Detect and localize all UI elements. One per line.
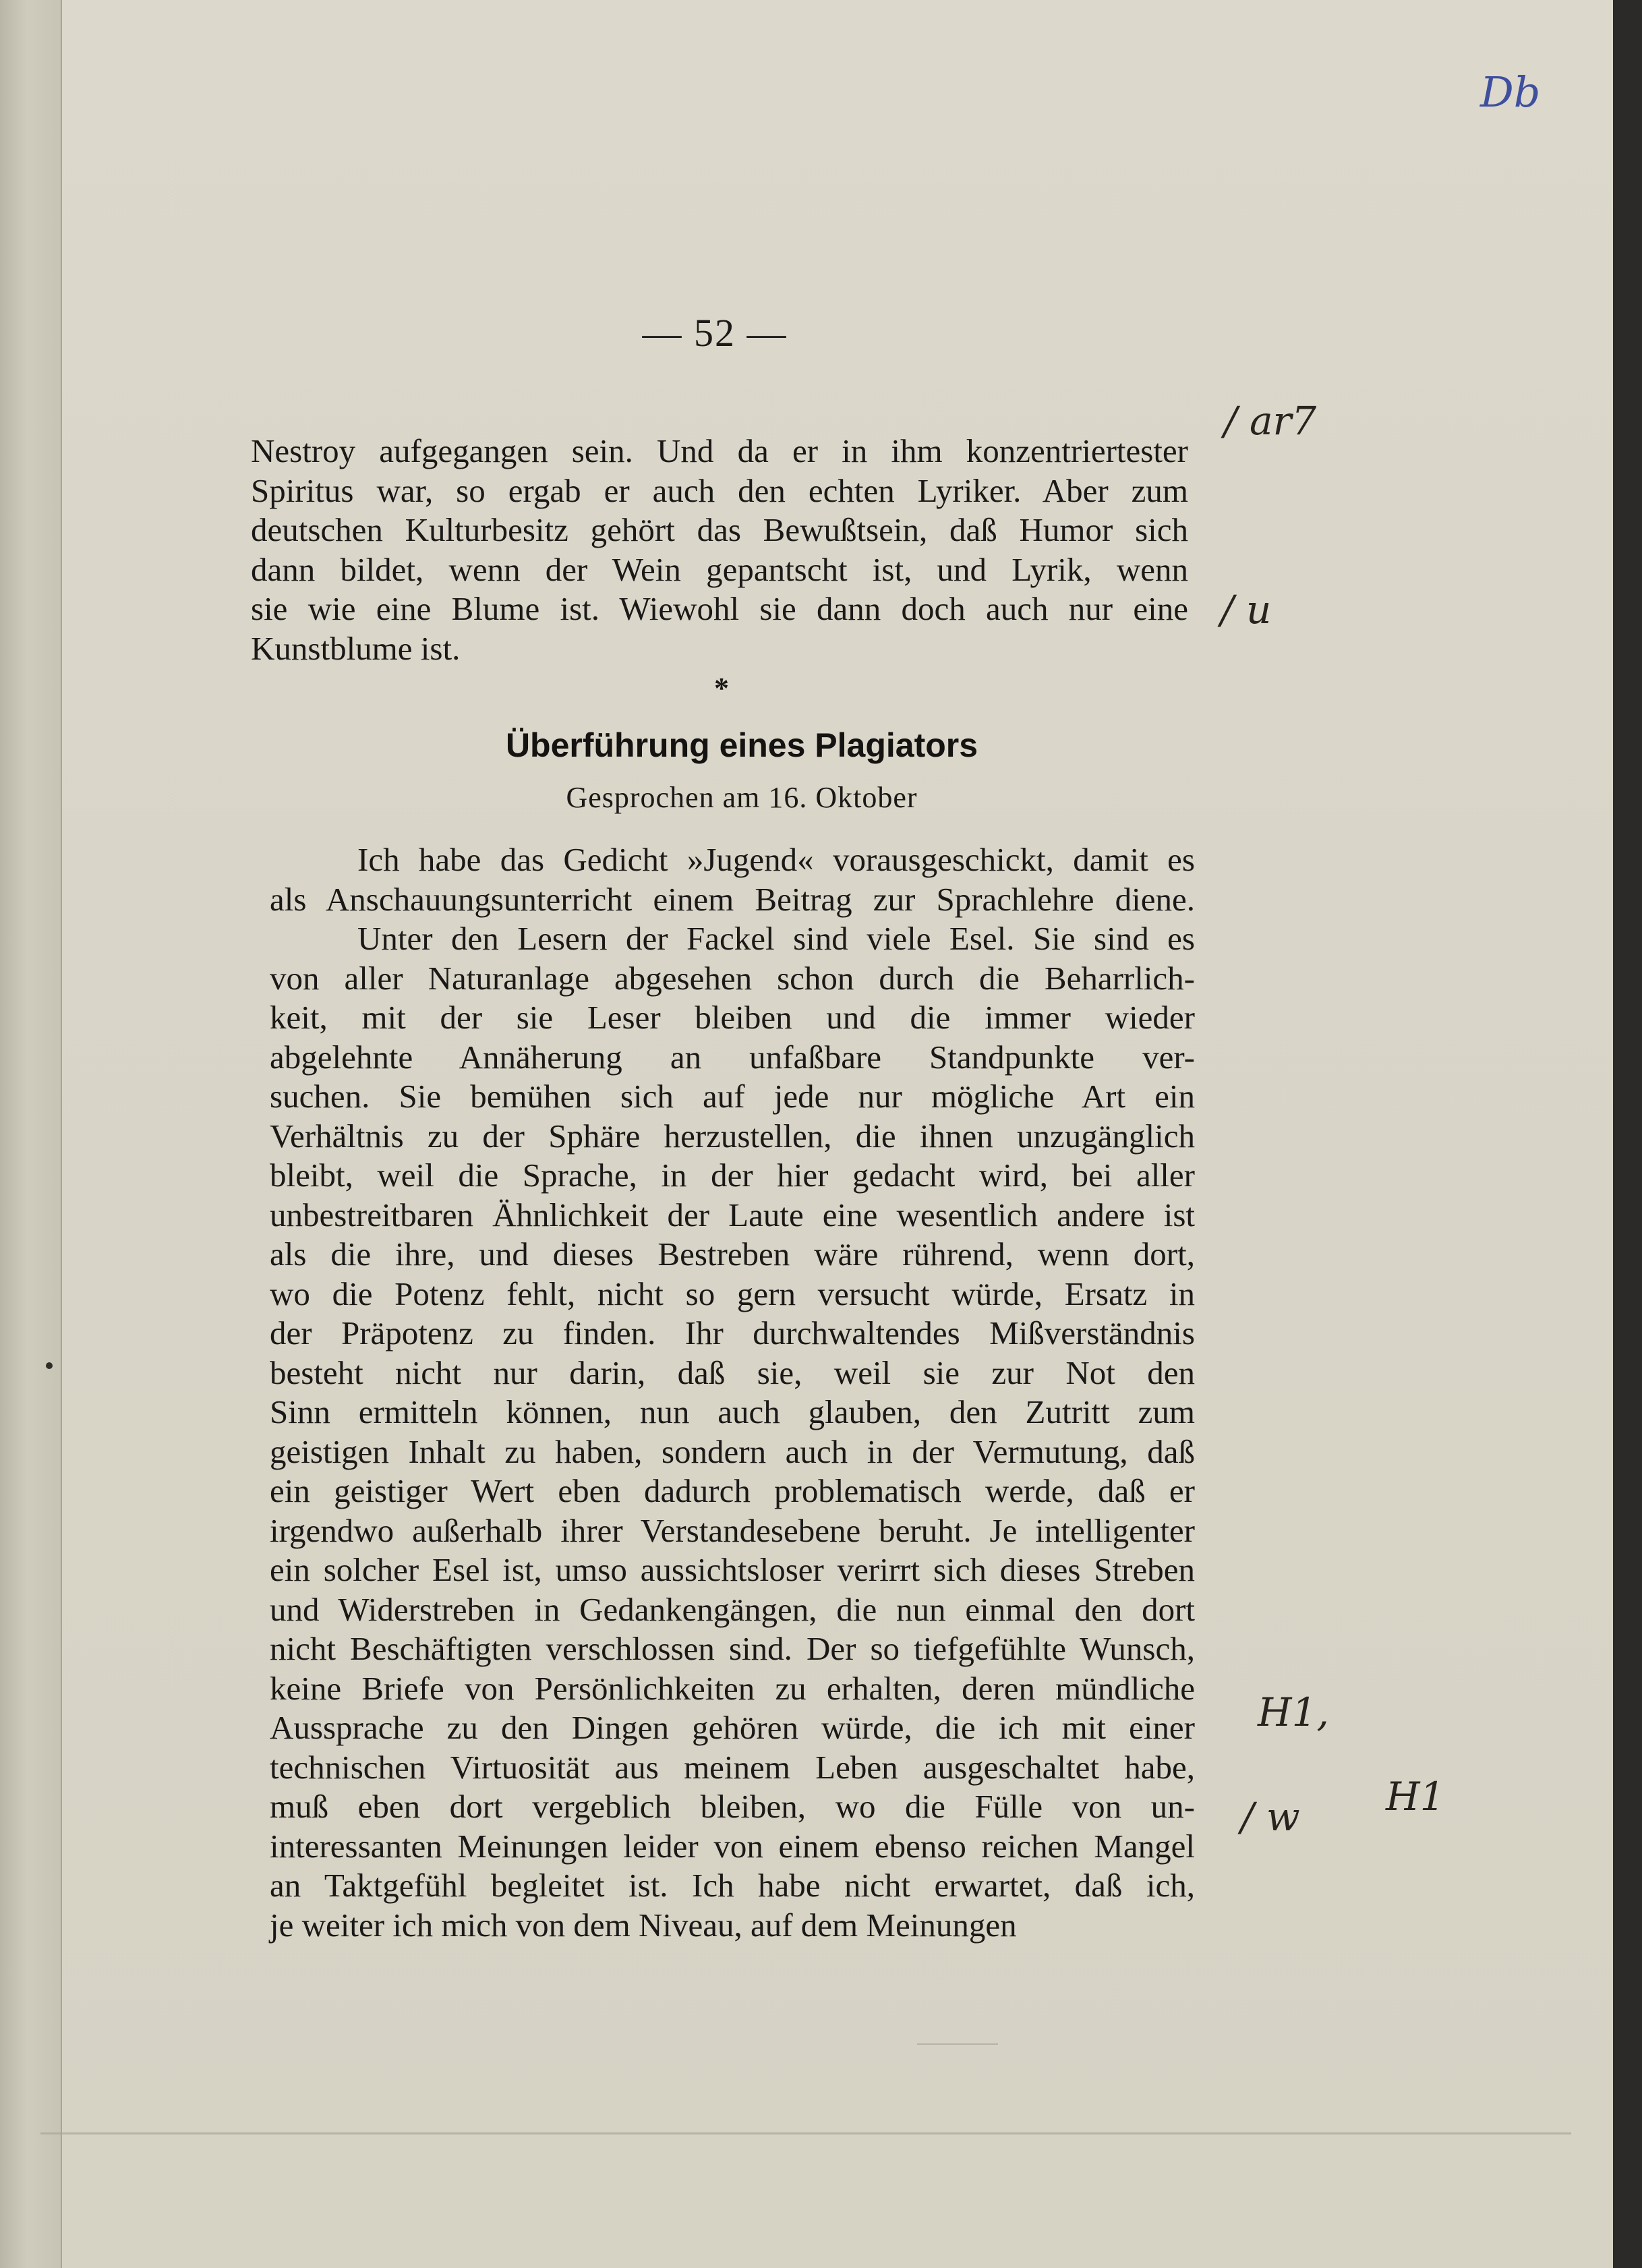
text-line: nicht Beschäftigten verschlossen sind. Der so tiefgefühlte Wunsch,: [270, 1630, 1195, 1667]
margin-note: H1: [1386, 1774, 1445, 1820]
margin-note: / ar7: [1224, 398, 1317, 444]
text-line: der Präpotenz zu finden. Ihr durchwaltendes Mißverständnis: [270, 1314, 1195, 1351]
text-line: technischen Virtuosität aus meinem Leben ausgeschaltet habe,: [270, 1748, 1195, 1786]
margin-note: / w: [1241, 1794, 1300, 1840]
section-subheading: Gesprochen am 16. Oktober: [566, 781, 918, 814]
text-line: keine Briefe von Persönlichkeiten zu erhalten, deren mündliche: [270, 1669, 1195, 1707]
text-line: geistigen Inhalt zu haben, sondern auch in der Vermutung, daß: [270, 1432, 1195, 1470]
binding-mark: [46, 1362, 53, 1369]
folio-mark: Db: [1480, 67, 1541, 117]
text-line: sie wie eine Blume ist. Wiewohl sie dann doch auch nur eine: [251, 590, 1188, 627]
text-line: deutschen Kulturbesitz gehört das Bewußtsein, daß Humor sich: [251, 511, 1188, 548]
margin-note: / u: [1221, 587, 1272, 633]
text-line: bleibt, weil die Sprache, in der hier gedacht wird, bei aller: [270, 1157, 1195, 1194]
text-line: muß eben dort vergeblich bleiben, wo die Fülle von un-: [270, 1788, 1195, 1825]
text-line: Ich habe das Gedicht »Jugend« vorausgeschickt, damit es: [357, 841, 1195, 878]
text-line: wo die Potenz fehlt, nicht so gern versucht würde, Ersatz in: [270, 1275, 1195, 1312]
text-line: dann bildet, wenn der Wein gepantscht ist, und Lyrik, wenn: [251, 550, 1188, 588]
text-line: Sinn ermitteln können, nun auch glauben, den Zutritt zum: [270, 1393, 1195, 1430]
text-line: je weiter ich mich von dem Niveau, auf dem Meinungen: [270, 1906, 1017, 1944]
text-line: und Widerstreben in Gedankengängen, die nun einmal den dort: [270, 1590, 1195, 1628]
text-line: Kunstblume ist.: [251, 629, 461, 667]
text-line: als die ihre, und dieses Bestreben wäre rührend, wenn dort,: [270, 1235, 1195, 1273]
text-line: unbestreitbaren Ähnlichkeit der Laute eine wesentlich andere ist: [270, 1196, 1195, 1233]
text-line: suchen. Sie bemühen sich auf jede nur mögliche Art ein: [270, 1078, 1195, 1115]
section-separator: *: [714, 672, 729, 705]
margin-note: H1,: [1258, 1689, 1329, 1735]
text-line: ein geistiger Wert eben dadurch problematisch werde, daß er: [270, 1472, 1195, 1509]
page-edge-rule: [40, 2132, 1571, 2134]
paragraph-continuation: [251, 432, 1188, 668]
text-line: abgelehnte Annäherung an unfaßbare Standpunkte ver-: [270, 1038, 1195, 1076]
text-line: irgendwo außerhalb ihrer Verstandesebene beruht. Je intelligenter: [270, 1511, 1195, 1549]
text-line: von aller Naturanlage abgesehen schon durch die Beharrlich-: [270, 959, 1195, 997]
text-line: Aussprache zu den Dingen gehören würde, die ich mit einer: [270, 1709, 1195, 1746]
text-line: ein solcher Esel ist, umso aussichtsloser verirrt sich dieses Streben: [270, 1551, 1195, 1588]
text-line: keit, mit der sie Leser bleiben und die immer wieder: [270, 999, 1195, 1036]
printer-mark: [917, 2043, 998, 2045]
text-line: als Anschauungsunterricht einem Beitrag zur Sprachlehre diene.: [270, 880, 1195, 918]
text-line: an Taktgefühl begleitet ist. Ich habe nicht erwartet, daß ich,: [270, 1867, 1195, 1904]
text-line: Verhältnis zu der Sphäre herzustellen, die ihnen unzugänglich: [270, 1117, 1195, 1155]
text-line: interessanten Meinungen leider von einem ebenso reichen Mangel: [270, 1827, 1195, 1865]
text-line: Spiritus war, so ergab er auch den echten Lyriker. Aber zum: [251, 471, 1188, 509]
text-line: besteht nicht nur darin, daß sie, weil sie zur Not den: [270, 1354, 1195, 1391]
binding-edge: [0, 0, 62, 2268]
page-number: — 52 —: [642, 311, 788, 355]
text-line: Nestroy aufgegangen sein. Und da er in ihm konzentriertester: [251, 432, 1188, 469]
section-heading: Überführung eines Plagiators: [505, 726, 978, 764]
section-body: [270, 840, 1195, 1945]
text-line: Unter den Lesern der Fackel sind viele Esel. Sie sind es: [357, 920, 1195, 957]
